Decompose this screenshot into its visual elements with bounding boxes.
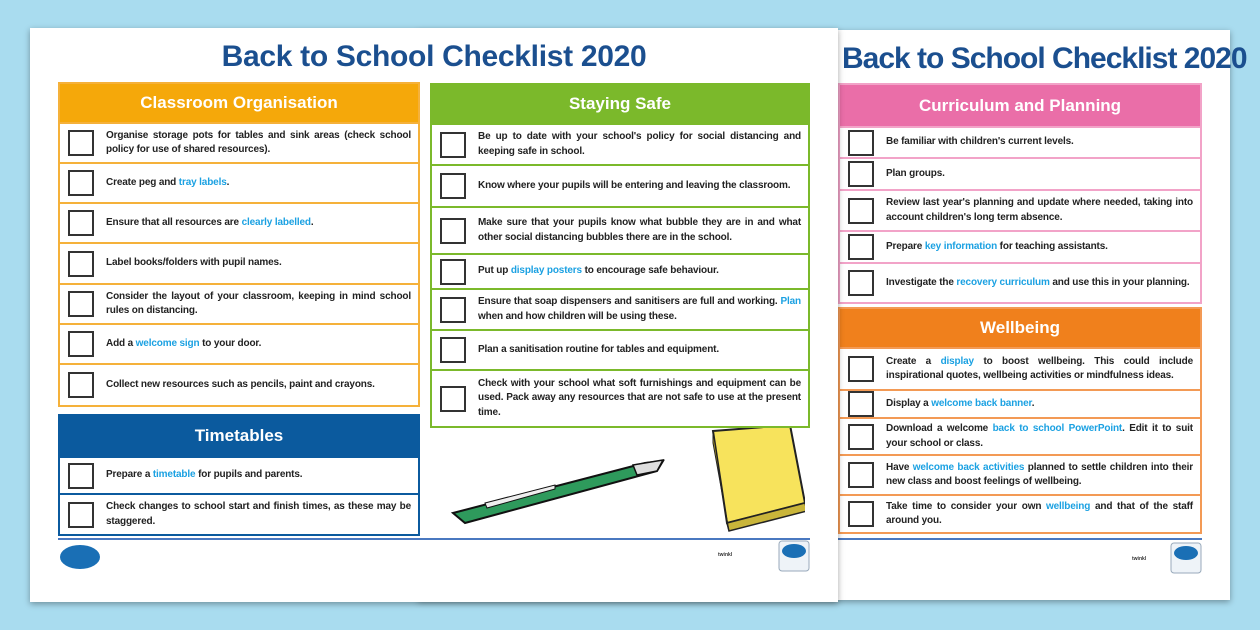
section-header: Classroom Organisation	[60, 84, 418, 122]
checklist-item	[840, 417, 1200, 454]
item-text	[886, 276, 1190, 291]
text-segment: for teaching assistants.	[997, 240, 1108, 252]
text-segment: Take time to consider your own	[886, 500, 1047, 512]
checkbox[interactable]	[68, 502, 94, 528]
resource-link[interactable]: tray labels	[178, 176, 227, 188]
text-segment: . Edit it to suit your school or class.	[886, 423, 1193, 449]
checkbox[interactable]	[68, 170, 94, 196]
checkbox[interactable]	[440, 132, 466, 158]
checklist-item	[840, 189, 1200, 230]
section-header: Curriculum and Planning	[840, 85, 1200, 126]
text-segment: Download a welcome	[886, 423, 993, 434]
text-segment: Label books/folders with pupil names.	[106, 257, 282, 269]
checkbox[interactable]	[440, 259, 466, 285]
checkbox[interactable]	[68, 130, 94, 156]
checkbox[interactable]	[68, 291, 94, 317]
section-header: Staying Safe	[432, 85, 808, 123]
text-segment: Make sure that your pupils know what bubble they are in and what other social distancing bubbles there are in the school.	[478, 217, 801, 243]
page-title: Back to School Checklist 2020	[221, 40, 647, 73]
item-text	[106, 468, 302, 483]
checklist-item	[60, 456, 418, 493]
checklist-item	[60, 283, 418, 323]
item-text	[106, 129, 411, 158]
checklist-item	[60, 122, 418, 162]
text-segment: and use this in your planning.	[1049, 276, 1190, 288]
text-segment: and that of the staff around you.	[886, 500, 1193, 526]
checkbox[interactable]	[440, 386, 466, 412]
item-text	[478, 295, 801, 324]
checklist-item	[840, 454, 1200, 494]
item-text	[106, 216, 314, 231]
item-text	[106, 290, 411, 319]
text-segment: Plan a sanitisation routine for tables and equipment.	[478, 343, 719, 355]
resource-link[interactable]: welcome back activities	[912, 461, 1025, 473]
checklist-item	[432, 253, 808, 288]
checkbox[interactable]	[848, 424, 874, 450]
checklist-item	[840, 389, 1200, 417]
item-text	[886, 422, 1193, 451]
text-segment: Be up to date with your school's policy for social distancing and keeping safe in school.	[478, 131, 801, 157]
resource-link[interactable]: clearly labelled	[241, 216, 311, 228]
checklist-item	[840, 157, 1200, 189]
item-text	[478, 264, 719, 279]
item-text	[886, 397, 1034, 412]
text-segment: Be familiar with children's current levels.	[886, 136, 1074, 148]
twinkl-logo-icon	[58, 542, 102, 572]
text-segment: Review last year's planning and update where needed, taking into account children's long term absence.	[886, 197, 1193, 223]
checklist-item	[840, 347, 1200, 389]
checkbox[interactable]	[848, 391, 874, 417]
checkbox[interactable]	[848, 270, 874, 296]
footer-url: twinkl	[718, 552, 733, 558]
text-segment: Check with your school what soft furnishings and equipment can be used. Pack away any resources that are not safe to use at the present time.	[478, 377, 801, 418]
item-text	[106, 378, 375, 393]
checklist-item	[840, 126, 1200, 157]
text-segment: Plan groups.	[886, 167, 945, 179]
item-text	[886, 135, 1074, 150]
item-text	[478, 216, 801, 245]
text-segment: Prepare a	[106, 469, 153, 481]
text-segment: .	[310, 216, 314, 228]
checkbox[interactable]	[440, 218, 466, 244]
section-classroom	[58, 82, 420, 407]
item-text	[106, 256, 282, 271]
text-segment: .	[1031, 397, 1035, 409]
resource-link[interactable]: welcome back banner	[931, 397, 1032, 409]
text-segment: Ensure that all resources are	[106, 216, 242, 228]
checklist-item	[840, 230, 1200, 262]
section-header: Timetables	[60, 416, 418, 456]
checklist-item	[432, 206, 808, 253]
text-segment: when and how children will be using these.	[478, 310, 677, 322]
footer-url: twinkl	[1132, 556, 1147, 562]
item-text	[886, 167, 945, 182]
item-text	[478, 343, 719, 358]
resource-link[interactable]: welcome sign	[135, 337, 200, 349]
checkbox[interactable]	[848, 462, 874, 488]
text-segment: to encourage safe behaviour.	[581, 265, 719, 277]
checkbox[interactable]	[848, 198, 874, 224]
pen-and-sticky-notes-illustration	[445, 423, 805, 533]
checkbox[interactable]	[68, 210, 94, 236]
item-text	[886, 196, 1193, 225]
checklist-item	[60, 242, 418, 283]
twinkl-badge-icon	[778, 540, 810, 572]
section-header: Wellbeing	[840, 309, 1200, 347]
checklist-item	[60, 202, 418, 242]
text-segment: Prepare	[886, 240, 925, 252]
resource-link[interactable]: back to school PowerPoint	[992, 423, 1123, 434]
page-title: Back to School Checklist 2020	[842, 42, 1247, 75]
item-text	[886, 240, 1108, 255]
resource-link[interactable]: wellbeing	[1046, 500, 1091, 512]
checkbox[interactable]	[440, 173, 466, 199]
resource-link[interactable]: display posters	[510, 265, 582, 277]
checkbox[interactable]	[848, 130, 874, 156]
text-segment: Display a	[886, 397, 932, 409]
checklist-item	[432, 164, 808, 206]
text-segment: Add a	[106, 337, 136, 349]
checklist-item	[60, 323, 418, 363]
resource-link[interactable]: display	[940, 355, 974, 367]
item-text	[478, 130, 801, 159]
text-segment: Organise storage pots for tables and sink areas (check school policy for use of shared resources).	[106, 129, 411, 155]
text-segment: Know where your pupils will be entering and leaving the classroom.	[478, 179, 791, 191]
item-text	[886, 355, 1193, 384]
item-text	[478, 377, 801, 421]
checkbox[interactable]	[440, 337, 466, 363]
item-text	[886, 461, 1193, 490]
text-segment: Check changes to school start and finish times, as these may be staggered.	[106, 501, 411, 527]
text-segment: Consider the layout of your classroom, keeping in mind school rules on distancing.	[106, 290, 411, 316]
checkbox[interactable]	[68, 372, 94, 398]
checkbox[interactable]	[848, 161, 874, 187]
text-segment: Collect new resources such as pencils, paint and crayons.	[106, 378, 375, 390]
checklist-page-front	[30, 28, 838, 602]
checklist-item	[840, 494, 1200, 532]
text-segment: Create a	[886, 355, 941, 367]
footer-divider	[58, 538, 810, 540]
checklist-item	[60, 363, 418, 405]
checkbox[interactable]	[848, 501, 874, 527]
checkbox[interactable]	[68, 331, 94, 357]
checkbox[interactable]	[68, 251, 94, 277]
checklist-item	[60, 162, 418, 202]
text-segment: to boost wellbeing. This could include inspirational quotes, wellbeing activities or mindfulness ideas.	[886, 355, 1193, 381]
text-segment: .	[226, 176, 230, 188]
checkbox[interactable]	[440, 297, 466, 323]
section-wellbeing	[838, 307, 1202, 534]
pen-icon	[453, 460, 663, 523]
footer-divider	[838, 538, 1202, 540]
checkbox[interactable]	[848, 234, 874, 260]
item-text	[886, 500, 1193, 529]
checklist-item	[432, 329, 808, 369]
resource-link[interactable]: recovery curriculum	[956, 276, 1050, 288]
item-text	[106, 176, 229, 191]
section-timetables	[58, 414, 420, 536]
checklist-item	[60, 493, 418, 534]
text-segment: Investigate the	[886, 276, 957, 288]
checklist-item	[432, 369, 808, 426]
section-staying-safe	[430, 83, 810, 428]
text-segment: planned to settle children into their new class and boost feelings of wellbeing.	[886, 461, 1193, 487]
item-text	[106, 500, 411, 529]
checklist-item	[432, 123, 808, 164]
resource-link[interactable]: Plan	[780, 296, 801, 307]
checkbox[interactable]	[848, 356, 874, 382]
checklist-item	[840, 262, 1200, 302]
item-text	[106, 337, 261, 352]
checklist-item	[432, 288, 808, 329]
text-segment: Put up	[478, 265, 511, 277]
text-segment: Have	[886, 461, 913, 473]
checkbox[interactable]	[68, 463, 94, 489]
twinkl-badge-icon	[1170, 542, 1202, 574]
text-segment: for pupils and parents.	[195, 469, 303, 481]
resource-link[interactable]: key information	[924, 240, 998, 252]
sticky-notes-icon	[713, 425, 805, 531]
text-segment: Ensure that soap dispensers and sanitisers are full and working.	[478, 296, 781, 307]
text-segment: to your door.	[199, 337, 262, 349]
item-text	[478, 179, 790, 194]
resource-link[interactable]: timetable	[152, 469, 196, 481]
section-curriculum	[838, 83, 1202, 304]
text-segment: Create peg and	[106, 176, 179, 188]
